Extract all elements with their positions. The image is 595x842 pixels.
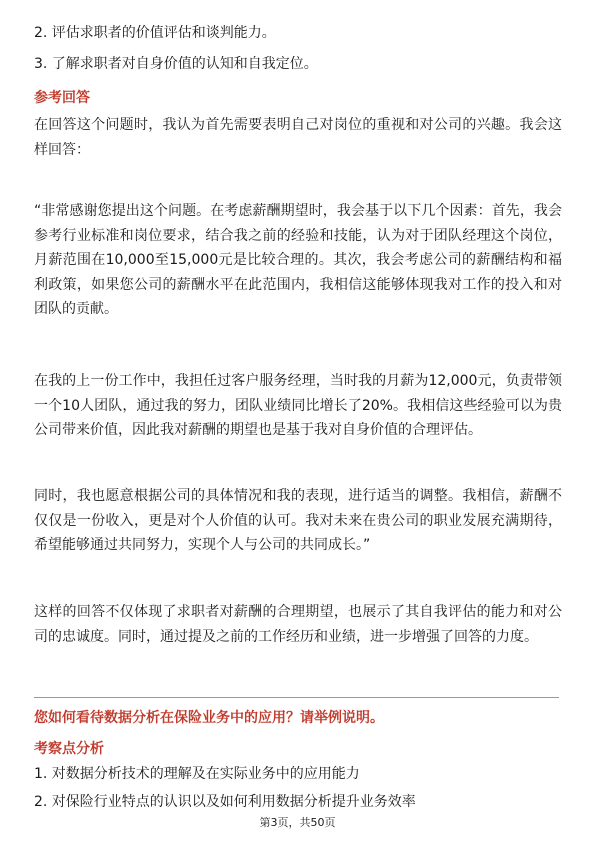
list-item: 2. 评估求职者的价值评估和谈判能力。: [34, 25, 276, 41]
paragraph: 在我的上一份工作中，我担任过客户服务经理，当时我的月薪为12,000元，负责带领一个10人团队，通过我的努力，团队业绩同比增长了20%。我相信这些经验可以为贵公司带来价值，因此我对薪酬的期望也是基于我对自身价值的合理评估。: [34, 373, 562, 438]
divider: [34, 697, 559, 698]
paragraph: 这样的回答不仅体现了求职者对薪酬的合理期望，也展示了其自我评估的能力和对公司的忠诚度。同时，通过提及之前的工作经历和业绩，进一步增强了回答的力度。: [34, 604, 562, 645]
section-heading: 参考回答: [34, 90, 90, 106]
question-title: 您如何看待数据分析在保险业务中的应用？请举例说明。: [34, 710, 384, 726]
page-number: 第3页，共50页: [259, 816, 336, 829]
paragraph: 在回答这个问题时，我认为首先需要表明自己对岗位的重视和对公司的兴趣。我会这样回答：: [34, 117, 562, 158]
list-item: 1. 对数据分析技术的理解及在实际业务中的应用能力: [34, 766, 360, 782]
section-heading: 考察点分析: [34, 741, 104, 757]
paragraph: “非常感谢您提出这个问题。在考虑薪酬期望时，我会基于以下几个因素：首先，我会参考行业标准和岗位要求，结合我之前的经验和技能，认为对于团队经理这个岗位，月薪范围在10,000至15,000元是比较合理的。其次，我会考虑公司的薪酬结构和福利政策，如果您公司的薪酬水平在此范围内，我相信这能够体现我对工作的投入和对团队的贡献。: [34, 203, 562, 317]
list-item: 2. 对保险行业特点的认识以及如何利用数据分析提升业务效率: [34, 794, 416, 810]
list-item: 3. 了解求职者对自身价值的认知和自我定位。: [34, 56, 318, 72]
paragraph: 同时，我也愿意根据公司的具体情况和我的表现，进行适当的调整。我相信，薪酬不仅仅是一份收入，更是对个人价值的认可。我对未来在贵公司的职业发展充满期待，希望能够通过共同努力，实现个人与公司的共同成长。”: [34, 488, 562, 553]
